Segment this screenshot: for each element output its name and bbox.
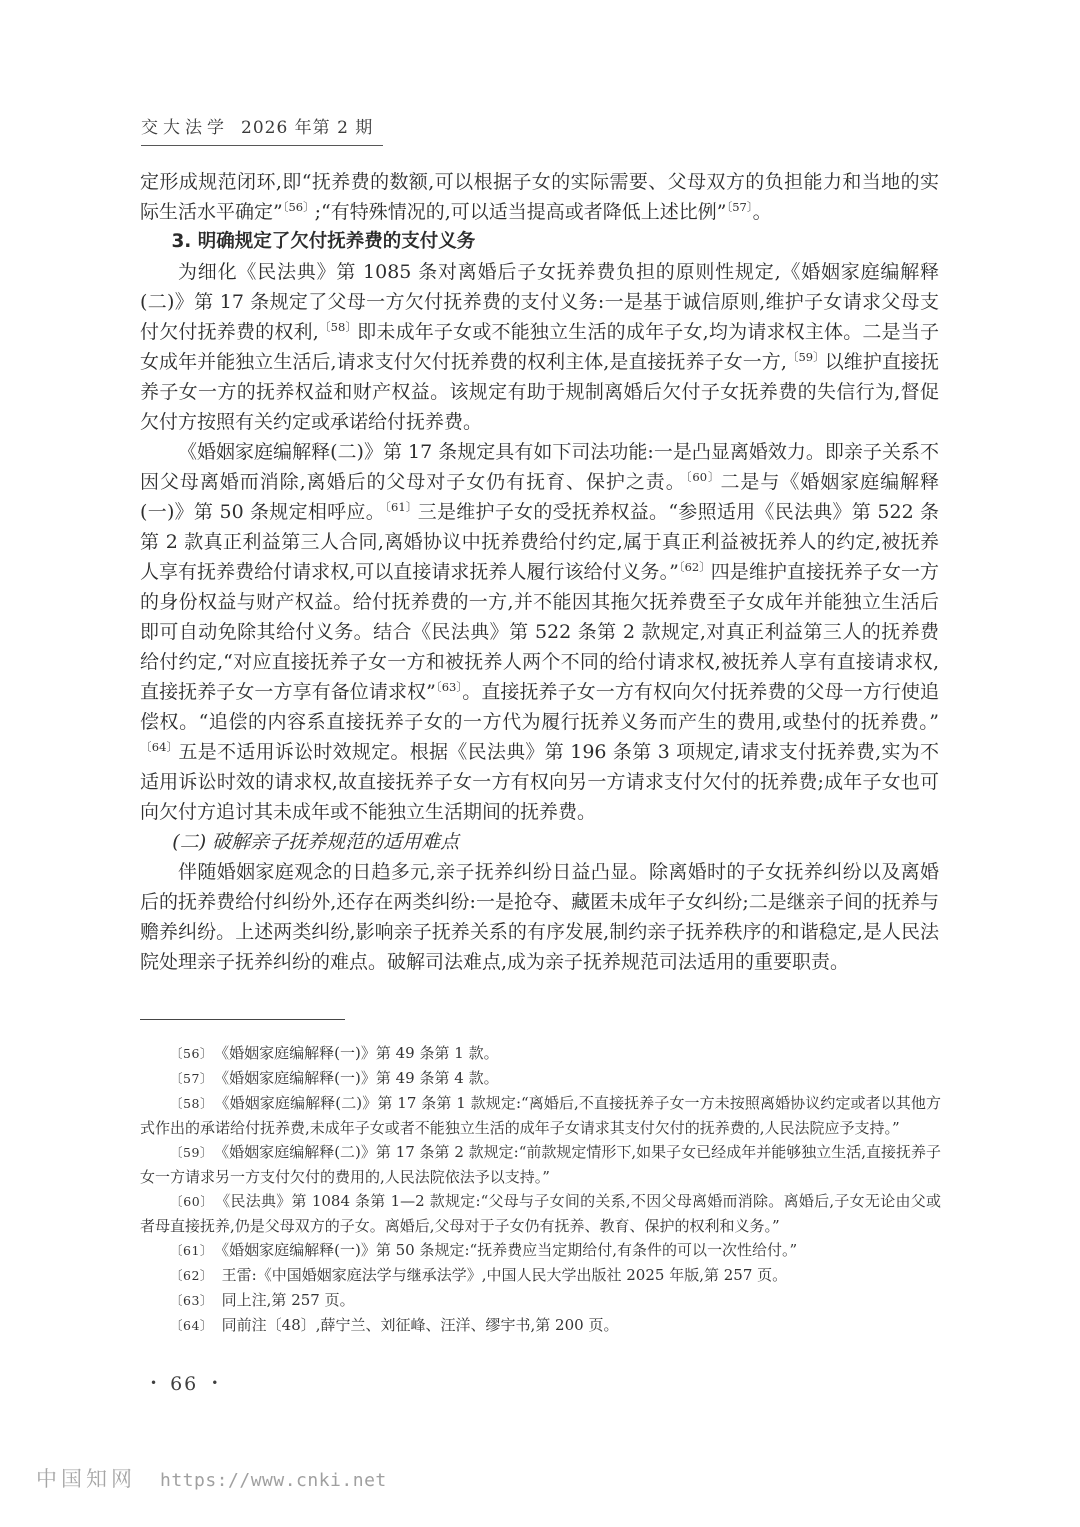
paragraph-text: 伴随婚姻家庭观念的日趋多元,亲子抚养纠纷日益凸显。除离婚时的子女抚养纠纷以及离婚后的抚养费给付纠纷外,还存在两类纠纷:一是抢夺、藏匿未成年子女纠纷;二是继亲子间的抚养与赡养纠纷。上述两类纠纷,影响亲子抚养关系的有序发展,制约亲子抚养秩序的和谐稳定,是人民法院处理亲子抚养纠纷的难点。破解司法难点,成为亲子抚养规范司法适用的重要职责。 [140, 861, 939, 973]
footnote-marker: 〔62〕 [170, 1268, 207, 1283]
paragraph-text: 五是不适用诉讼时效规定。根据《民法典》第 196 条第 3 项规定,请求支付抚养费,实为不适用诉讼时效的请求权,故直接抚养子女一方有权向另一方请求支付欠付的抚养费;成年子女也可向欠付方追讨其未成年或不能独立生活期间的抚养费。 [140, 741, 940, 823]
paragraph-text: 三是维护子女的受抚养权益。“参照适用《民法典》第 522 条第 2 款真正利益第三人合同,离婚协议中抚养费给付约定,属于真正利益被抚养人的约定,被抚养人享有抚养费给付请求权,可以直接请求抚养人履行该给付义务。” [140, 501, 939, 583]
journal-title: 交大法学 [141, 118, 229, 138]
footnote-ref: 〔62〕 [678, 560, 711, 574]
footnote-marker: 〔60〕 [170, 1194, 208, 1209]
paragraph-text: 以维护直接抚养子女一方的抚养权益和财产权益。该规定有助于规制离婚后欠付子女抚养费的失信行为,督促欠付方按照有关约定或承诺给付抚养费。 [140, 351, 939, 433]
body-paragraph [140, 167, 939, 227]
footnote-ref: 〔64〕 [140, 740, 179, 754]
body-paragraph [140, 437, 939, 827]
footnote-marker: 〔64〕 [170, 1318, 207, 1333]
footnote: 〔59〕 《婚姻家庭编解释(二)》第 17 条第 2 款规定:“前款规定情形下,如果子女已经成年并能够独立生活,直接抚养子女一方请求另一方支付欠付的费用的,人民法院依法予以支持。” [140, 1143, 942, 1186]
footnote-list [140, 1041, 941, 1338]
footnote: 〔57〕 《婚姻家庭编解释(一)》第 49 条第 4 款。 [170, 1069, 499, 1087]
cnki-url: https://www.cnki.net [160, 1470, 387, 1491]
cnki-brand-label: 中国知网 [36, 1467, 136, 1491]
footnote-ref: 〔60〕 [685, 470, 721, 484]
paragraph-text: 即未成年子女或不能独立生活的成年子女,均为请求权主体。二是当子女成年并能独立生活后,请求支付欠付抚养费的权利主体,是直接抚养子女一方, [140, 321, 939, 373]
paragraph-text: ;“有特殊情况的,可以适当提高或者降低上述比例” [314, 201, 727, 223]
footnote-ref: 〔61〕 [384, 500, 418, 514]
footnote-marker: 〔63〕 [170, 1293, 207, 1308]
page-number [150, 1373, 218, 1395]
footnote-section [140, 1019, 941, 1338]
footnote: 〔61〕 《婚姻家庭编解释(一)》第 50 条规定:“抚养费应当定期给付,有条件的可以一次性给付。” [170, 1241, 798, 1259]
footnote-ref: 〔59〕 [786, 350, 825, 364]
paragraph-text: 。直接抚养子女一方有权向欠付抚养费的父母一方行使追偿权。“追偿的内容系直接抚养子女的一方代为履行抚养义务而产生的费用,或垫付的抚养费。” [140, 681, 939, 733]
footnote-marker: 〔61〕 [170, 1243, 207, 1258]
footnote-ref: 〔57〕 [726, 200, 753, 214]
paragraph-text: 定形成规范闭环,即“抚养费的数额,可以根据子女的实际需要、父母双方的负担能力和当地的实际生活水平确定” [140, 171, 939, 223]
footnote-ref: 〔56〕 [282, 200, 315, 214]
body-paragraph [140, 857, 939, 977]
footnote-marker: 〔58〕 [170, 1096, 207, 1111]
paragraph-text: 。 [752, 201, 772, 223]
footnote: 〔60〕 《民法典》第 1084 条第 1—2 款规定:“父母与子女间的关系,不因父母离婚而消除。离婚后,子女无论由父或者母直接抚养,仍是父母双方的子女。离婚后,父母对于子女仍有抚养、教育、保护的权利和义务。” [140, 1192, 941, 1235]
footnote-marker: 〔57〕 [170, 1071, 207, 1086]
footnote: 〔56〕 《婚姻家庭编解释(一)》第 49 条第 1 款。 [170, 1044, 499, 1062]
cnki-watermark [36, 1463, 387, 1493]
footnote-marker: 〔59〕 [170, 1145, 207, 1160]
paragraph-text: 四是维护直接抚养子女一方的身份权益与财产权益。给付抚养费的一方,并不能因其拖欠抚养费至子女成年并能独立生活后即可自动免除其给付义务。结合《民法典》第 522 条第 2 款规定,对真正利益第三人的抚养费给付约定,“对应直接抚养子女一方和被抚养人两个不同的给付请求权,被抚养人享有直接请求权,直接抚养子女一方享有备位请求权” [140, 561, 939, 703]
footnote-ref: 〔58〕 [318, 320, 358, 334]
paragraph-text: 为细化《民法典》第 1085 条对离婚后子女抚养费负担的原则性规定,《婚姻家庭编解释(二)》第 17 条规定了父母一方欠付抚养费的支付义务:一是基于诚信原则,维护子女请求父母支付欠付抚养费的权利, [140, 261, 939, 343]
issue-label: 2026 年第 2 期 [241, 118, 374, 138]
page-number-value: 66 [170, 1373, 199, 1395]
page-number-bullet-left: • [150, 1376, 158, 1390]
footnote-marker: 〔56〕 [170, 1046, 207, 1061]
body-paragraph [140, 257, 939, 437]
footnote-separator [140, 1019, 345, 1020]
footnote: 〔58〕 《婚姻家庭编解释(二)》第 17 条第 1 款规定:“离婚后,不直接抚养子女一方未按照离婚协议约定或者以其他方式作出的承诺给付抚养费,未成年子女或者不能独立生活的成年子女请求其支付欠付的抚养费的,人民法院应予支持。” [140, 1094, 942, 1137]
footnote: 〔63〕 同上注,第 257 页。 [170, 1291, 355, 1309]
subsection-heading: (二) 破解亲子抚养规范的适用难点 [172, 831, 460, 853]
footnote-ref: 〔63〕 [435, 680, 463, 694]
running-head [141, 113, 383, 146]
article-body [140, 167, 939, 977]
paragraph-text: 《婚姻家庭编解释(二)》第 17 条规定具有如下司法功能:一是凸显离婚效力。即亲子关系不因父母离婚而消除,离婚后的父母对子女仍有抚育、保护之责。 [140, 441, 939, 493]
section-heading: 3. 明确规定了欠付抚养费的支付义务 [171, 231, 476, 252]
footnote: 〔62〕 王雷:《中国婚姻家庭法学与继承法学》,中国人民大学出版社 2025 年版,第 257 页。 [170, 1266, 788, 1284]
paragraph-text: 二是与《婚姻家庭编解释(一)》第 50 条规定相呼应。 [140, 471, 939, 523]
page-number-bullet-right: • [211, 1376, 219, 1390]
footnote: 〔64〕 同前注〔48〕,薛宁兰、刘征峰、汪洋、缪宇书,第 200 页。 [170, 1316, 619, 1334]
